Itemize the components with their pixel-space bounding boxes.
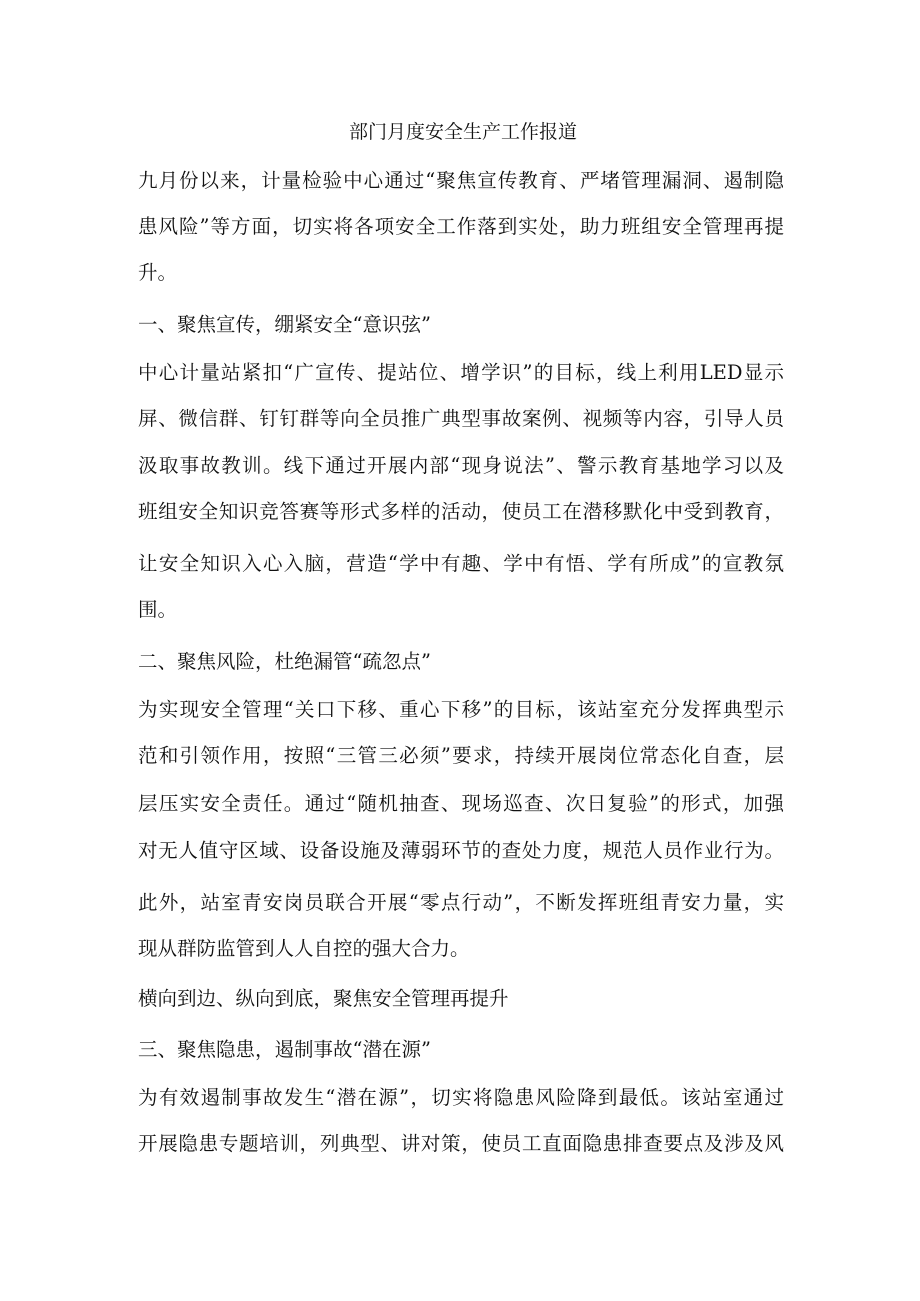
paragraph-line: 汲取事故教训。线下通过开展内部“现身说法”、警示教育基地学习以及 [138,454,784,477]
paragraph-line: 围。 [138,598,178,621]
paragraph-line: 为有效遏制事故发生“潜在源”，切实将隐患风险降到最低。该站室通过 [138,1086,784,1109]
paragraph-line: 屏、微信群、钉钉群等向全员推广典型事故案例、视频等内容，引导人员 [138,407,784,430]
paragraph-line: 现从群防监管到人人自控的强大合力。 [138,937,470,960]
paragraph-line: 升。 [138,261,178,284]
paragraph-line: 九月份以来，计量检验中心通过“聚焦宣传教育、严堵管理漏洞、遏制隐 [138,169,784,192]
paragraph-line: 范和引领作用，按照“三管三必须”要求，持续开展岗位常态化自查，层 [138,744,784,767]
paragraph-line: 层压实安全责任。通过“随机抽查、现场巡查、次日复验”的形式，加强 [138,792,784,815]
paragraph-line: 对无人值守区域、设备设施及薄弱环节的查处力度，规范人员作业行为。 [138,839,784,862]
section-heading: 一、聚焦宣传，绷紧安全“意识弦” [138,313,431,336]
section-heading: 三、聚焦隐患，遏制事故“潜在源” [138,1038,431,1061]
paragraph-line: 班组安全知识竞答赛等形式多样的活动，使员工在潜移默化中受到教育， [138,500,784,523]
section-heading: 二、聚焦风险，杜绝漏管“疏忽点” [138,650,431,673]
document-title: 部门月度安全生产工作报道 [348,121,577,143]
paragraph-line: 让安全知识入心入脑，营造“学中有趣、学中有悟、学有所成”的宣教氛 [138,552,784,575]
subheading-line: 横向到边、纵向到底，聚焦安全管理再提升 [138,987,509,1010]
paragraph-line: 开展隐患专题培训，列典型、讲对策，使员工直面隐患排查要点及涉及风 [138,1132,784,1155]
paragraph-line: 中心计量站紧扣“广宣传、提站位、增学识”的目标，线上利用LED显示 [138,361,784,384]
paragraph-line: 此外，站室青安岗员联合开展“零点行动”，不断发挥班组青安力量，实 [138,891,784,914]
paragraph-line: 患风险”等方面，切实将各项安全工作落到实处，助力班组安全管理再提 [138,215,784,238]
paragraph-line: 为实现安全管理“关口下移、重心下移”的目标，该站室充分发挥典型示 [138,698,784,721]
